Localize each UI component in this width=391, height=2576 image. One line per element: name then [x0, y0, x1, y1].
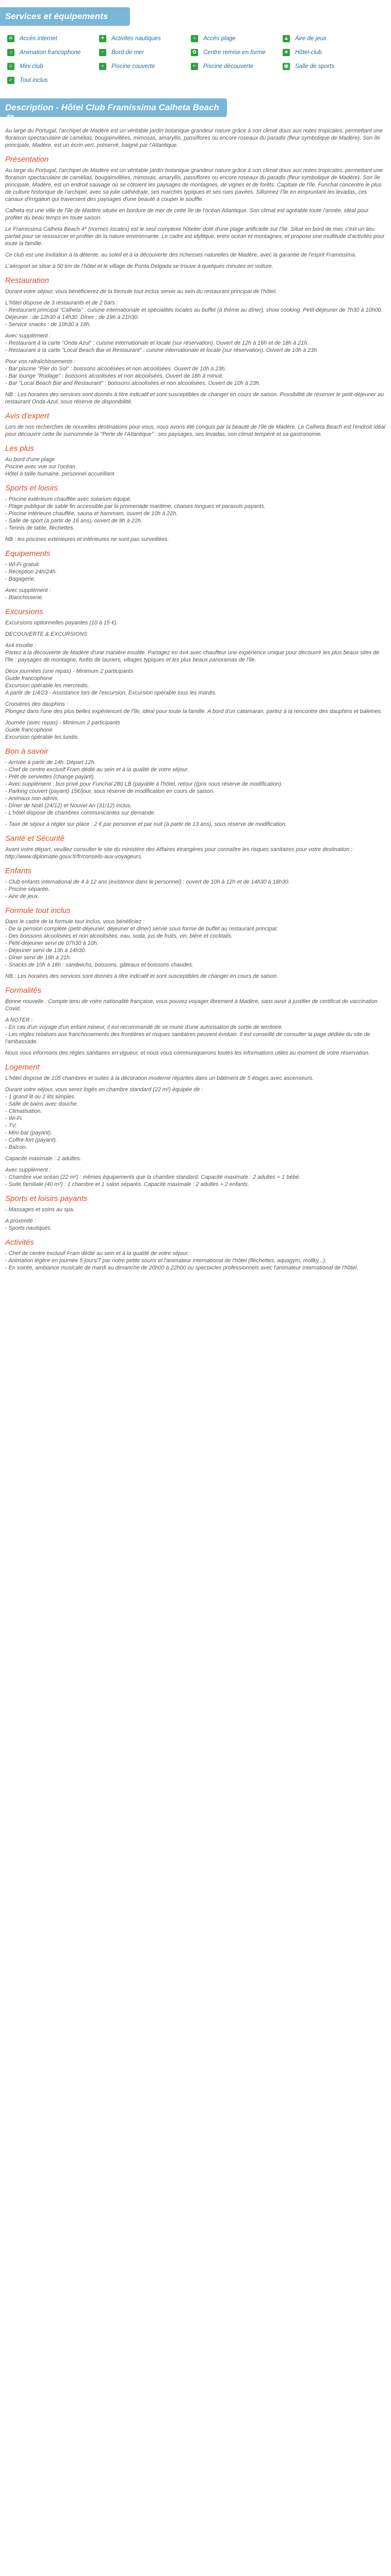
section-paragraph: Le Framissima Calheta Beach 4* (normes locales) est le seul complexe hôtelier doté d'une plage artificielle sur l'île. Situé en bord de mer, c'est un lieu parfait pour se ressourcer et profiter de la nature environnante. Le cadre est idyllique, entre océan et montagnes, et propose une multitude d'activités pour toute la famille. — [5, 226, 385, 247]
heated-pool-icon: ≈ — [191, 63, 198, 70]
section-paragraph: 4x4 insolite : Partez à la découverte de Madère d'une manière insolite. Partagez en 4x4 avec chauffeur une expérience unique pour découvrir les plus beaux sites de l'île : paysages de montagne, forêts de lauriers, villages typiques et les plus beaux panoramas de l'île. — [5, 642, 380, 663]
services-title: Services et équipements — [5, 11, 108, 21]
section-paragraph: Deux journées (une repas) - Minimum 2 participants Guide francophone Excursion opérable les mercredis. A partir de 1/4/23 - Assistance lors de l'excursion. Excursion opérable tous les mardis. — [5, 668, 217, 696]
section-paragraph: - Wi-Fi gratuit. - Réception 24h/24h. - Bagagerie. — [5, 562, 57, 582]
section-paragraph: NB : Les horaires des services sont donnés à titre indicatif et sont susceptibles de changer en cours de saison. Possibilité de réserver le petit-déjeuner au restaurant Onda Azul, sous réserve de disponibilité. — [5, 392, 384, 405]
section-paragraph: Durant votre séjour, vous bénéficierez de la formule tout inclus servie au sein du restaurant principal de l'hôtel. — [5, 289, 277, 295]
service-item — [7, 34, 90, 43]
section-paragraph: - Club enfants international de 4 à 12 ans (existence dans le personnel) : ouvert de 10h à 12h et de 14h30 à 18h30. - Piscine séparée. - Aire de jeux. — [5, 879, 290, 900]
section-title: Enfants — [5, 867, 31, 875]
service-item — [283, 34, 365, 43]
service-item — [7, 76, 90, 85]
section-title: Sports et loisirs payants — [5, 1194, 88, 1203]
section-title: Bon à savoir — [5, 747, 48, 756]
section-paragraph: Croisières des dauphins : Plongez dans l'une des plus belles expériences de l'île, idéal pour toute la famille. A bord d'un catamaran, partez à la rencontre des dauphins et baleines. — [5, 701, 383, 715]
section — [5, 867, 386, 900]
service-item — [283, 48, 365, 57]
section-paragraph: Calheta est une ville de l'île de Madère située en bordure de mer de cette île de l'océan Atlantique. Son climat est agréable toute l'année, idéal pour profiter du beau temps en toute saison. — [5, 208, 369, 221]
service-label: Tout inclus — [20, 77, 48, 83]
kids-club-icon: ☺ — [8, 63, 14, 69]
service-item — [283, 62, 365, 71]
service-item — [99, 48, 182, 57]
section — [5, 986, 386, 1057]
service-item — [7, 48, 90, 57]
section-paragraph: Durant votre séjour, vous serez logés en chambre standard (22 m²) équipée de : - 1 grand lit ou 2 lits simples. - Salle de bains avec douche. - Climatisation. - Wi-Fi. - TV. - Mini-bar (payant). - Coffre-fort (payant). - Balcon. — [5, 1087, 203, 1150]
section — [5, 906, 386, 980]
section-title: Santé et Sécurité — [5, 834, 65, 843]
service-label: Salle de sports — [295, 63, 335, 70]
description-banner — [0, 98, 227, 123]
section-title: Activités — [5, 1238, 34, 1247]
service-item — [191, 62, 273, 71]
section-paragraph: A NOTER : - En cas d'un voyage d'un enfant mineur, il est recommandé de se munir d'une autorisation de sortie de territoire. - Les règles relatives aux franchissements des frontières et risques sanitaires peuvent évoluer. Il est conseillé de consulter la page dédiée du site de l'ambassade. — [5, 1017, 370, 1045]
wifi-icon: ≋ — [7, 35, 14, 42]
section-title: Logement — [5, 1063, 40, 1072]
service-item — [99, 34, 182, 43]
section-paragraph: L'hôtel dispose de 105 chambres et suites à la décoration moderne réparties dans un bâtiment de 5 étages avec ascenseurs. — [5, 1075, 314, 1081]
section — [5, 155, 386, 270]
service-item — [99, 62, 182, 71]
section-title: Sports et loisirs — [5, 484, 58, 493]
service-label: Aire de jeux — [295, 36, 327, 42]
service-item — [191, 48, 273, 57]
section — [5, 276, 386, 405]
section-paragraph: Avant votre départ, veuillez consulter le site du ministère des Affaires étrangères pour connaître les risques sanitaires pour votre destination : http://www.diplomatie.gouv.fr/fr/conseils-aux-voyageurs. — [5, 846, 353, 860]
description-intro: Au large du Portugal, l'archipel de Madère est un véritable jardin botanique grandeur nature grâce à son climat doux aux notes tropicales, permettant une floraison spectaculaire de camélias, bougainvillées, mimosas, amaryllis, passiflores ou encore roseaux du paradis (fleur symbolique de Madère). Son île principale, Madère, est un écrin vert, préservé, baigné par l'Atlantique. — [5, 128, 383, 148]
section-paragraph: - Arrivée à partir de 14h. Départ 12h. - Chef de centre exclusif Fram dédié au sein et à la qualité de votre séjour. - Prêt de serviettes (change payant). - Avec supplément : bus privé pour Funchal 280 LB (payable à l'hôtel, retour ((prix sous réserve de modification). - Parking couvert (payant) 15€/jour, sous réserve de modification en cours de saison. - Animaux non admis. - Dîner de Noël (24/12) et Nouvel An (31/12) inclus. - L'hôtel dispose de chambres communicantes sur demande. — [5, 759, 283, 816]
description-content — [0, 117, 391, 1272]
section-paragraph: Capacité maximale : 2 adultes. — [5, 1156, 82, 1162]
section — [5, 412, 386, 438]
service-label: Hôtel-club — [295, 49, 322, 56]
section-paragraph: - Massages et soins au spa. — [5, 1207, 75, 1213]
service-label: Centre remise en forme — [203, 49, 266, 56]
wellness-icon: ✿ — [191, 49, 198, 56]
section — [5, 834, 386, 860]
section-title: Excursions — [5, 607, 43, 616]
section-paragraph: - Taxe de séjour à régler sur place : 2 € par personne et par nuit (à partir de 13 ans), sous réserve de modification. — [5, 821, 287, 827]
services-grid — [0, 26, 391, 85]
section-paragraph: Avec supplément : - Chambre vue océan (22 m²) : mêmes équipements que la chambre standard. Capacité maximale : 2 adultes + 1 bébé. - Suite familiale (40 m²) : 1 chambre et 1 salon séparés. Capacité maximale : 2 adultes + 2 enfants. — [5, 1167, 301, 1188]
service-label: Mini club — [20, 63, 43, 70]
section-paragraph: Ce club est une invitation à la détente, au soleil et à la découverte des richesses naturelles de Madère, avec la garantie de l'esprit Framissima. — [5, 252, 356, 258]
section-title: Formalités — [5, 986, 42, 995]
seaside-icon: ≈ — [191, 35, 198, 42]
pool-icon: ≈ — [99, 63, 106, 70]
sections-container — [5, 155, 386, 1272]
section — [5, 1238, 386, 1272]
section-paragraph: Au large du Portugal, l'archipel de Madère est un véritable jardin botanique grandeur nature grâce à son climat doux aux notes tropicales, permettant une floraison spectaculaire de camélias, bougainvillées, mimosas, amaryllis, passiflores ou encore roseaux du paradis (fleur symbolique de Madère). Son île principale, Madère, est un endroit sauvage où se côtoient les paysages de montagnes, de vignes et de forêts. Capitale de l'île, Funchal concentre le plus de culture historique de l'archipel, avec sa jolie cathédrale, ses marchés typiques et ses rues pavées. Sillonnez l'île en empruntant les levadas, ces canaux d'irrigation qui traversent des paysages d'une beauté à couper le souffle. — [5, 167, 383, 202]
service-label: Accès internet — [20, 36, 57, 42]
section-paragraph: Dans le cadre de la formule tout inclus, vous bénéficiez : - De la pension complète (petit-déjeuner, déjeuner et dîner) servie sous forme de buffet au restaurant principal. - Des boissons alcoolisées et non alcoolisées, eau, soda, jus de fruits, vin, bière et cocktails. - Petit-déjeuner servi de 07h30 à 10h. - Déjeuner servi de 13h à 14h30. - Dîner servi de 18h à 21h. - Snacks de 10h à 18h : sandwichs, boissons, gâteaux et boissons chaudes. — [5, 919, 278, 968]
section-paragraph: Nous vous informons des règles sanitaires en vigueur, et nous vous communiquerons toutes les informations utiles au moment de votre réservation. — [5, 1050, 370, 1056]
section-title: Formule tout inclus — [5, 906, 71, 915]
section-title: Les plus — [5, 444, 34, 453]
description-title: Description - Hôtel Club Framissima Calheta Beach 4* — [5, 103, 219, 123]
section-title: Equipements — [5, 549, 51, 558]
entertainment-icon: ♪ — [7, 49, 14, 56]
section-paragraph: Lors de nos recherches de nouvelles destinations pour vous, nous avons été conquis par la beauté de l'île de Madère. Le Calheta Beach est l'endroit idéal pour découvrir cette île surnommée la "Perle de l'Atlantique" : ses paysages, ses levadas, son climat tempéré et sa gastronomie. — [5, 424, 385, 437]
services-banner — [0, 7, 130, 26]
section-title: Restauration — [5, 276, 50, 285]
service-label: Activités nautiques — [111, 36, 161, 42]
service-label: Piscine couverte — [111, 63, 155, 70]
section-paragraph: L'hôtel dispose de 3 restaurants et de 2 bars : - Restaurant principal "Calheta" : cuisine internationale et spécialités locales au buffet (à thème au dîner), show cooking. Petit-déjeuner de 7h30 à 10h00. Déjeuner : de 12h30 à 14h30. Dîner : de 19h à 21h30. - Service snacks : de 10h30 à 18h. — [5, 300, 383, 328]
service-item — [7, 62, 90, 71]
section-paragraph: Excursions optionnelles payantes (10 à 15 €). — [5, 620, 118, 626]
hotel-icon: ▲ — [283, 35, 290, 42]
section-paragraph: DECOUVERTE & EXCURSIONS — [5, 631, 88, 637]
service-label: Accès plage — [203, 36, 236, 42]
section — [5, 549, 386, 601]
section — [5, 1063, 386, 1188]
service-item — [191, 34, 273, 43]
section — [5, 484, 386, 543]
section-paragraph: Au bord d'une plage Piscine avec vue sur l'océan Hôtel à taille humaine, personnel accueillant — [5, 456, 115, 477]
section-paragraph: NB : Les horaires des services sont donnés à titre indicatif et sont susceptibles de changer en cours de saison. — [5, 973, 279, 979]
section-paragraph: - Piscine extérieure chauffée avec solarium équipé. - Plage publique de sable fin accessible par la promenade maritime, chaises longues et parasols payants. - Piscine intérieure chauffée, sauna et hammam, ouvert de 10h à 22h. - Salle de sport (à partir de 16 ans), ouvert de 8h à 22h. - Tennis de table, fléchettes. — [5, 496, 266, 531]
section-title: Avis d'expert — [5, 412, 50, 420]
section-paragraph: A proximité : - Sports nautiques. — [5, 1218, 52, 1231]
section-paragraph: Avec supplément : - Blanchisserie. — [5, 587, 51, 601]
section — [5, 1194, 386, 1232]
section-paragraph: Journée (avec repas) - Minimum 2 participants Guide francophone Excursion opérable les lundis. — [5, 720, 120, 740]
section — [5, 607, 386, 741]
section-paragraph: - Chef de centre exclusif Fram dédié au sein et à la qualité de votre séjour. - Animation légère en journée 5 jours/7 par notre petite souris et l'animateur international de l'hôtel (fléchettes, aquagym, mollky...). - En soirée, ambiance musicale de mardi au dimanche de 20h00 à 22h00 ou spectacles professionnels avec l'animateur international de l'hôtel. — [5, 1250, 359, 1271]
section-paragraph: L'aéroport se situe à 50 km de l'hôtel et le village de Ponta Delgada se trouve à quelques minutes en voiture. — [5, 263, 273, 269]
section-paragraph: NB : les piscines extérieures et intérieures ne sont pas surveillées. — [5, 536, 169, 543]
section-paragraph: Pour vos rafraîchissements : - Bar piscine "Pier do Sol" : boissons alcoolisées et non alcoolisées. Ouvert de 10h à 23h. - Bar lounge "Rodage" : boissons alcoolisées et non alcoolisées. Ouvert de 18h à minuit. - Bar "Local Beach Bar and Restaurant" : boissons alcoolisées et non alcoolisées. Ouvert de 10h à 23h. — [5, 359, 261, 386]
all-inclusive-icon: ✓ — [7, 77, 14, 84]
section — [5, 747, 386, 828]
service-label: Bord de mer — [111, 49, 144, 56]
section-title: Présentation — [5, 155, 49, 164]
service-label: Animation francophone — [20, 49, 81, 56]
club-icon: ★ — [283, 49, 290, 56]
activities-icon: ✦ — [99, 35, 106, 42]
sea-icon: ~ — [99, 49, 106, 56]
service-label: Piscine découverte — [203, 63, 254, 70]
section-paragraph: Avec supplément : - Restaurant à la carte "Onda Azul" : cuisine internationale et locale (sur réservation). Ouvert de 12h à 16h et de 18h à 21h. - Restaurant à la carte "Local Beach Bar et Restaurant" : cuisine internationale et locale (sur réservation). Ouvert de 10h à 23h. — [5, 333, 319, 353]
section — [5, 444, 386, 478]
meeting-room-icon: ▣ — [283, 63, 290, 70]
section-paragraph: Bonne nouvelle : Compte tenu de votre nationalité française, vous pouvez voyager librement à Madère, sans avoir à justifier de certificat de vaccination Covid. — [5, 998, 378, 1012]
